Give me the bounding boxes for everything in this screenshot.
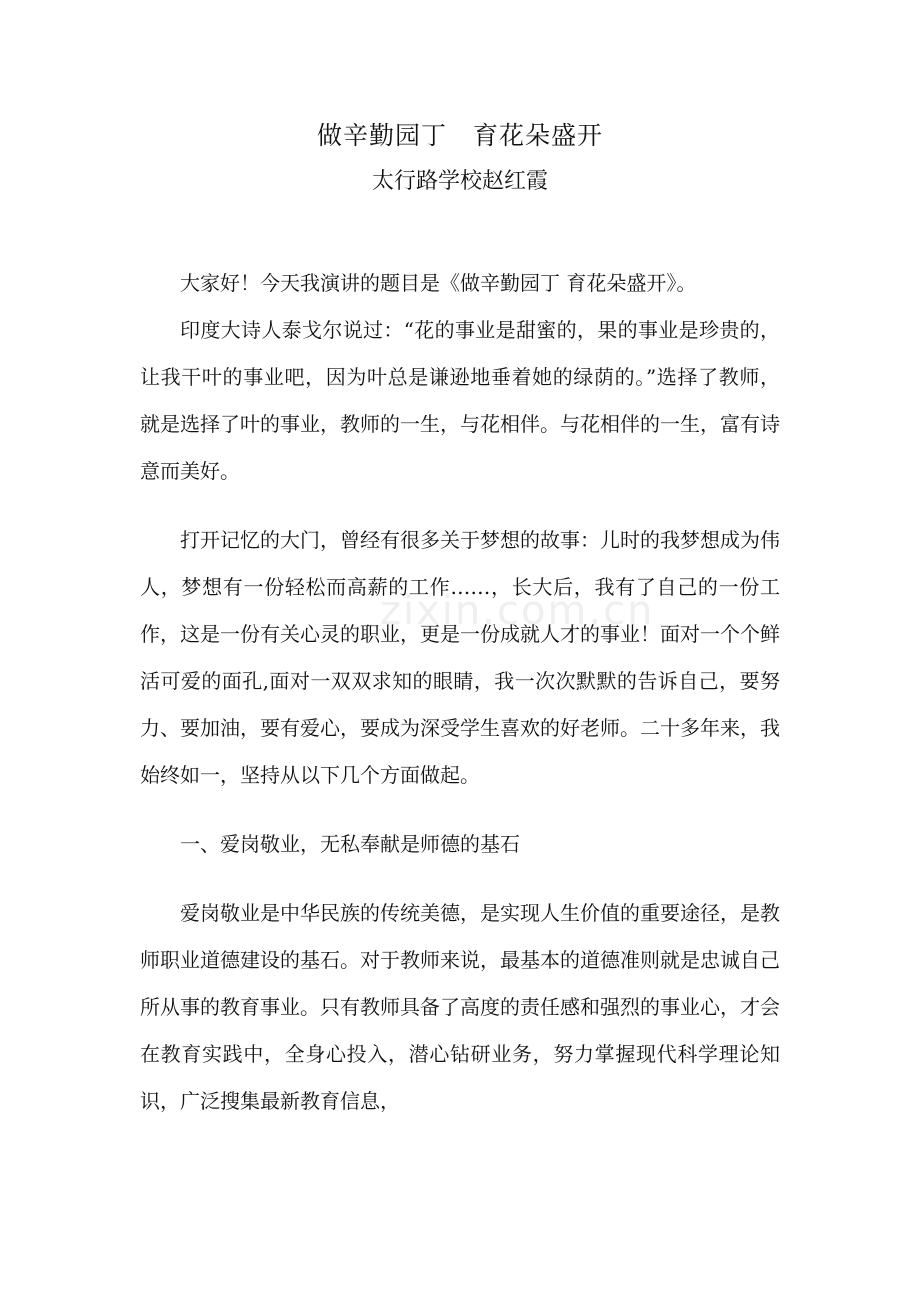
paragraph-tagore-quote: 印度大诗人泰戈尔说过：“花的事业是甜蜜的，果的事业是珍贵的，让我干叶的事业吧，因为叶总是谦逊地垂着她的绿荫的。”选择了教师，就是选择了叶的事业，教师的一生，与花相伴。与花相伴的一生，富有诗意而美好。 — [140, 318, 780, 483]
section-heading-1: 一、爱岗敬业，无私奉献是师德的基石 — [180, 832, 520, 856]
watermark-text: zixin.com.cn — [380, 588, 655, 634]
paragraph-memory: 打开记忆的大门，曾经有很多关于梦想的故事：儿时的我梦想成为伟人，梦想有一份轻松而高薪的工作……，长大后，我有了自己的一份工作，这是一份有关心灵的职业，更是一份成就人才的事业！面对一个个鲜活可爱的面孔,面对一双双求知的眼睛，我一次次默默的告诉自己，要努力、要加油，要有爱心，要成为深受学生喜欢的好老师。二十多年来，我始终如一，坚持从以下几个方面做起。 — [140, 528, 780, 787]
paragraph-dedication: 爱岗敬业是中华民族的传统美德，是实现人生价值的重要途径，是教师职业道德建设的基石。对于教师来说，最基本的道德准则就是忠诚自己所从事的教育事业。只有教师具备了高度的责任感和强烈的事业心，才会在教育实践中，全身心投入，潜心钻研业务，努力掌握现代科学理论知识，广泛搜集最新教育信息， — [140, 901, 780, 1113]
author-line: 太行路学校赵红霞 — [371, 169, 548, 194]
document-body — [140, 260, 780, 1125]
paragraph-greeting: 大家好！今天我演讲的题目是《做辛勤园丁 育花朵盛开》。 — [180, 271, 697, 295]
document-title: 做辛勤园丁 育花朵盛开 — [316, 121, 603, 150]
